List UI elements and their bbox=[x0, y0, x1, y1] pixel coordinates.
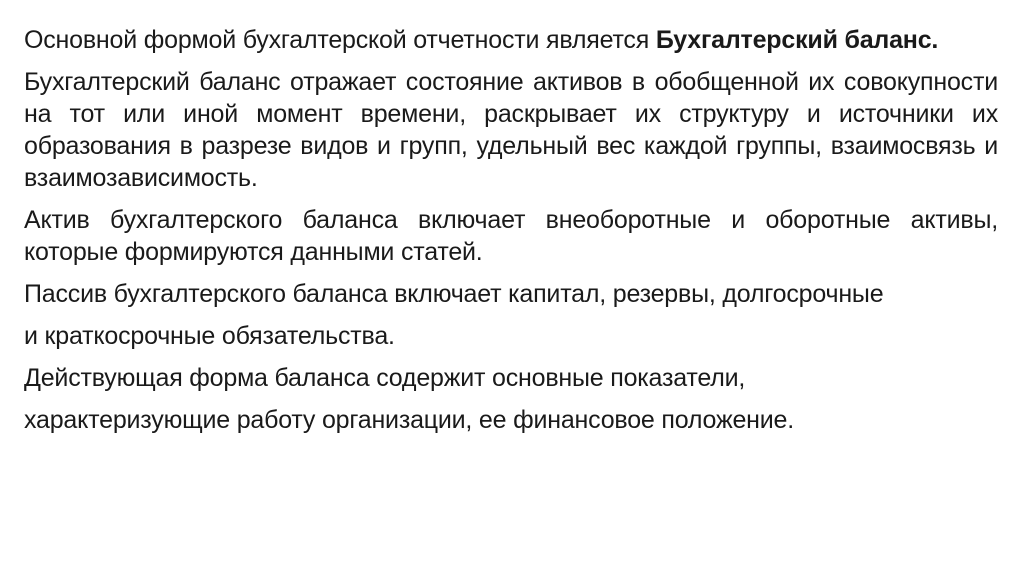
paragraph-main-form bbox=[24, 24, 998, 56]
slide-body bbox=[24, 24, 998, 436]
paragraph-main-form-text: Основной формой бухгалтерской отчетности является bbox=[24, 26, 656, 54]
paragraph-liabilities-line2: и краткосрочные обязательства. bbox=[24, 322, 395, 350]
paragraph-balance-definition: Бухгалтерский баланс отражает состояние активов в обобщенной их совокупности на тот или иной момент времени, раскрывает их структуру и источники их образования в разрезе видов и групп, удельный вес каждой группы, взаимосвязь и взаимозависимость. bbox=[24, 68, 998, 192]
paragraph-liabilities-line1: Пассив бухгалтерского баланса включает капитал, резервы, долгосрочные bbox=[24, 280, 884, 308]
paragraph-current-form-line2: характеризующие работу организации, ее финансовое положение. bbox=[24, 406, 794, 434]
balance-sheet-term: Бухгалтерский баланс. bbox=[655, 26, 939, 54]
paragraph-current-form-line1: Действующая форма баланса содержит основные показатели, bbox=[24, 364, 746, 392]
paragraph-assets: Актив бухгалтерского баланса включает внеоборотные и оборотные активы, которые формируются данными статей. bbox=[24, 206, 998, 266]
